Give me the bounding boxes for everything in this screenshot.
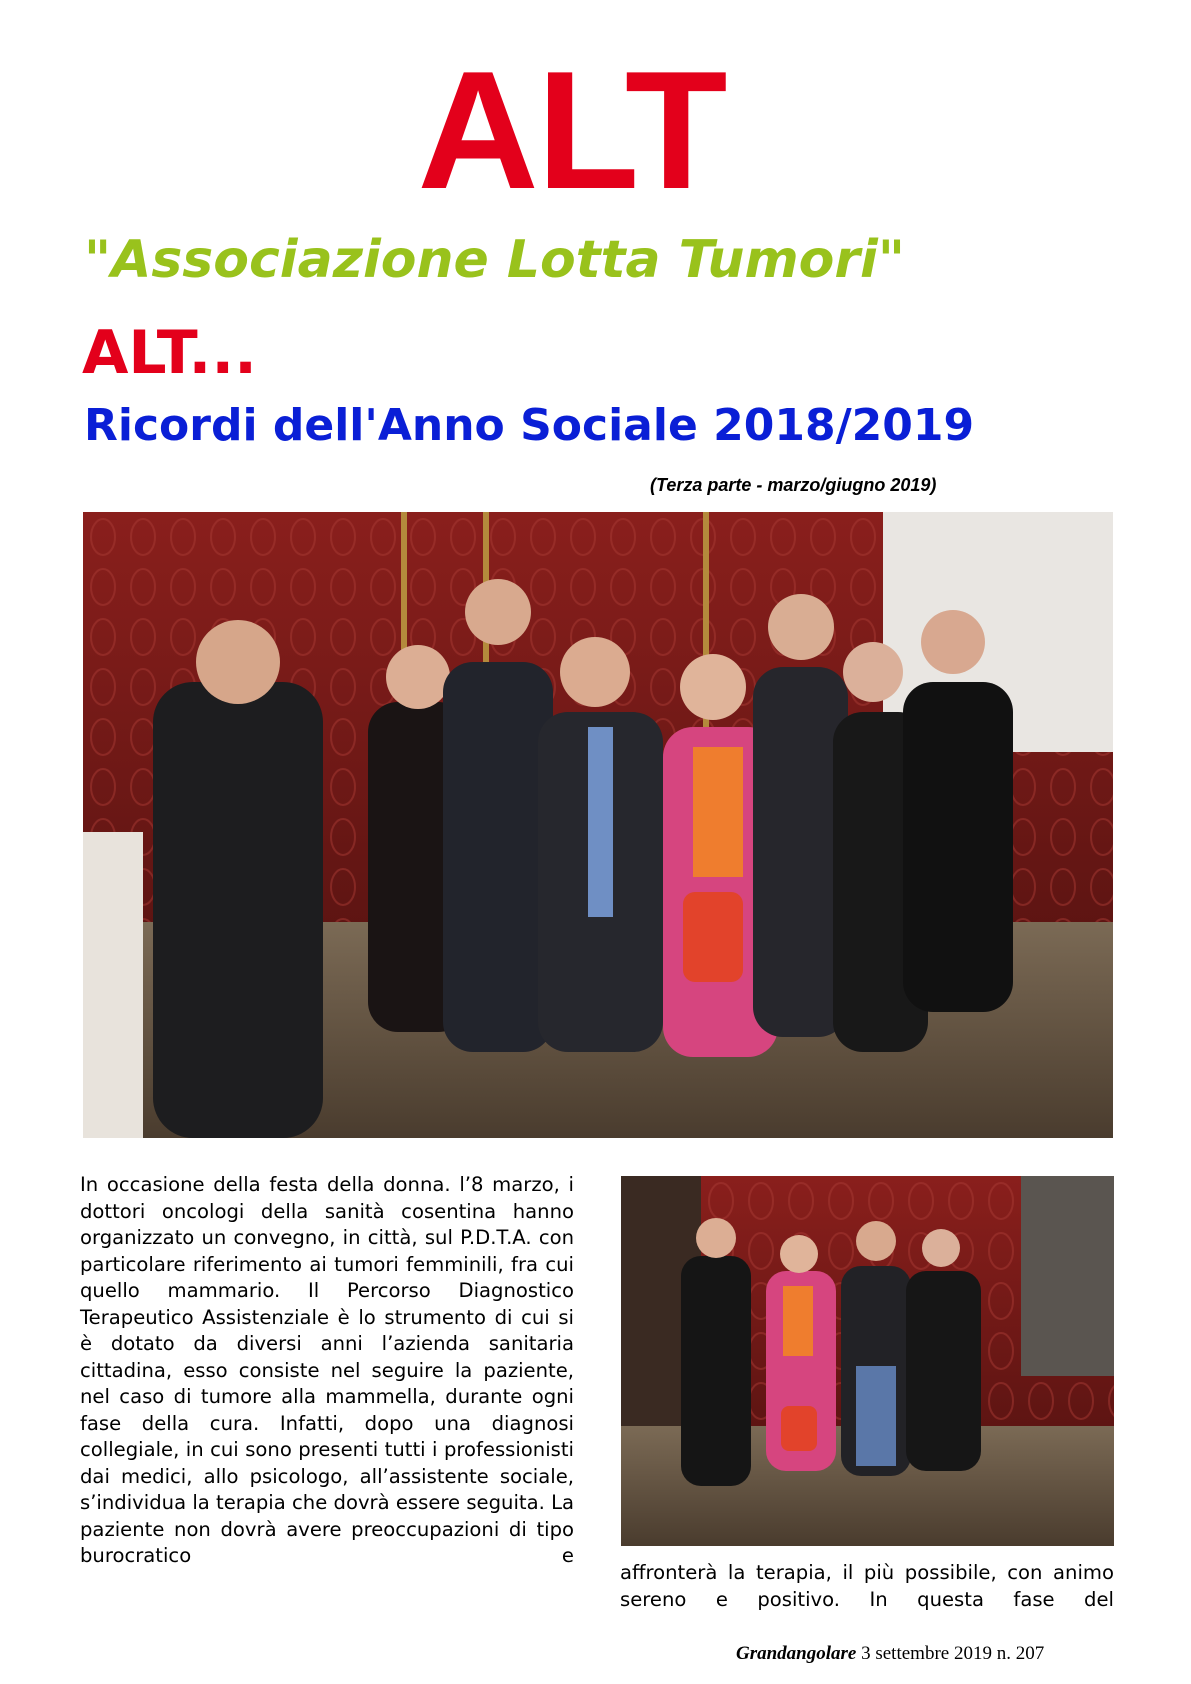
article-heading: Ricordi dell'Anno Sociale 2018/2019 — [84, 400, 975, 451]
article-text-column-1: In occasione della festa della donna. l’8 marzo, i dottori oncologi della sanità cosentina hanno organizzato un convegno, in città, sul P.D.T.A. con particolare riferimento ai tumori femminili, fra cui quello mammario. Il Percorso Diagnostico Terapeutico Assistenziale è lo strumento di cui si è dotato da diversi anni l’azienda sanitaria cittadina, esso consiste nel seguire la paziente, nel caso di tumore alla mammella, durante ogni fase della cura. Infatti, dopo una diagnosi collegiale, in cui sono presenti tutti i professionisti dai medici, allo psicologo, all’assistente sociale, s’individua la terapia che dovrà essere seguita. La paziente non dovrà avere preoccupazioni di tipo burocratico e — [80, 1173, 574, 1567]
group-photo — [83, 512, 1113, 1138]
association-name: "Associazione Lotta Tumori" — [84, 230, 905, 290]
publication-name: Grandangolare — [736, 1643, 857, 1664]
page-title: ALT — [417, 36, 726, 224]
page-footer — [736, 1642, 1044, 1666]
event-photo — [621, 1176, 1114, 1546]
part-note: (Terza parte - marzo/giugno 2019) — [650, 475, 937, 495]
article-text-column-2: affronterà la terapia, il più possibile, con animo sereno e positivo. In questa fase del — [620, 1561, 1114, 1611]
issue-info: 3 settembre 2019 n. 207 — [861, 1643, 1045, 1664]
section-title: ALT... — [82, 318, 257, 388]
